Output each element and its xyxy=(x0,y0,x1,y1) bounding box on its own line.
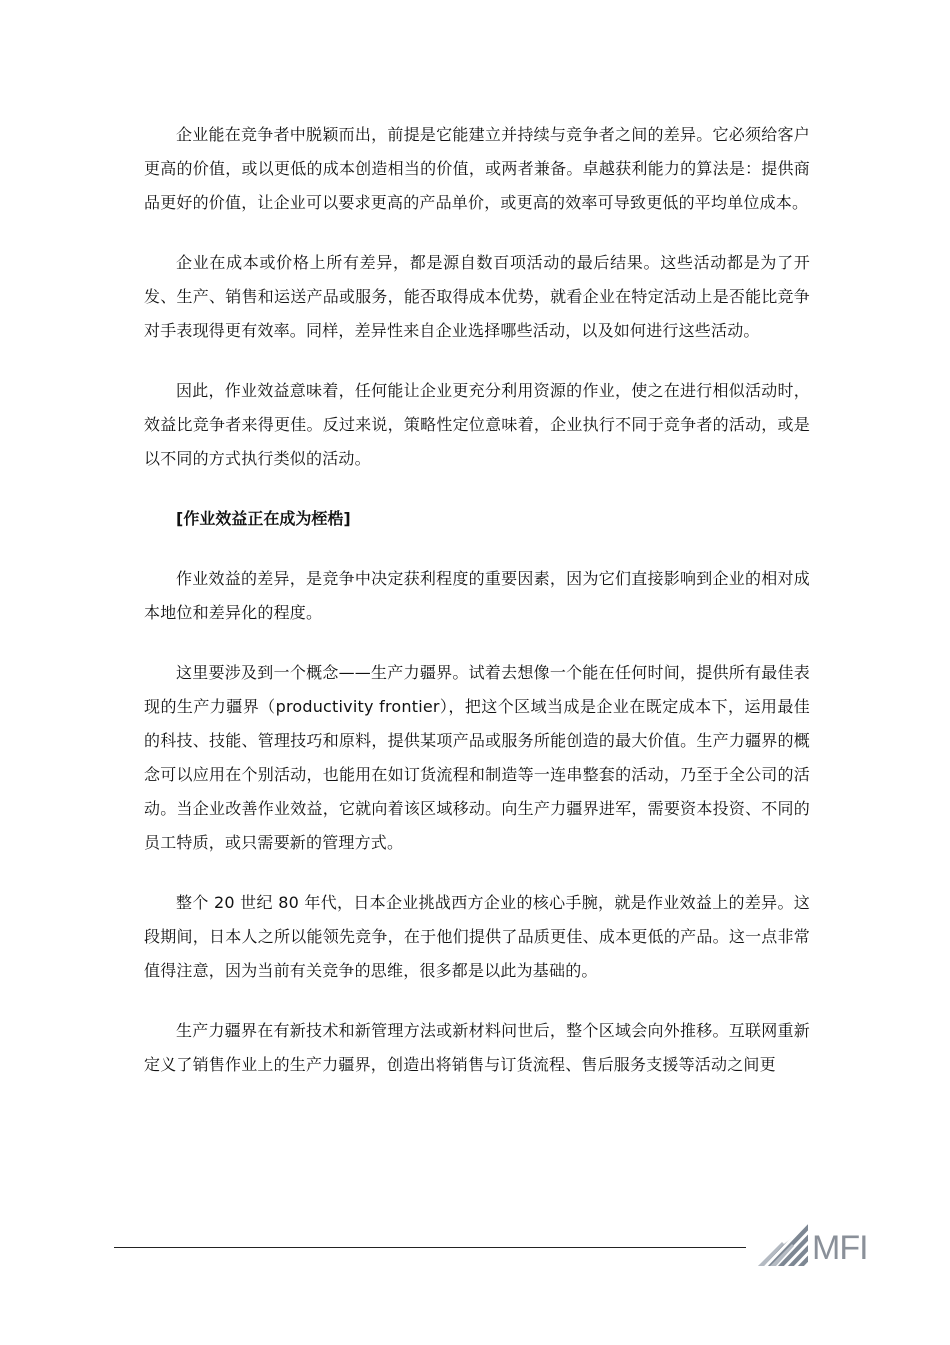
mfi-stripes-icon xyxy=(756,1222,810,1268)
paragraph-7: 生产力疆界在有新技术和新管理方法或新材料问世后，整个区域会向外推移。互联网重新定义了销售作业上的生产力疆界，创造出将销售与订货流程、售后服务支援等活动之间更 xyxy=(144,1021,810,1074)
paragraph-4: 作业效益的差异，是竞争中决定获利程度的重要因素，因为它们直接影响到企业的相对成本地位和差异化的程度。 xyxy=(144,569,810,622)
paragraph-5: 这里要涉及到一个概念——生产力疆界。试着去想像一个能在任何时间，提供所有最佳表现的生产力疆界（productivity frontier），把这个区域当成是企业在既定成本下，运用最佳的科技、技能、管理技巧和原料，提供某项产品或服务所能创造的最大价值。生产力疆界的概念可以应用在个别活动，也能用在如订货流程和制造等一连串整套的活动，乃至于全公司的活动。当企业改善作业效益，它就向着该区域移动。向生产力疆界进军，需要资本投资、不同的员工特质，或只需要新的管理方式。 xyxy=(144,663,810,852)
logo-text: MFI xyxy=(812,1229,868,1267)
paragraph-2: 企业在成本或价格上所有差异，都是源自数百项活动的最后结果。这些活动都是为了开发、生产、销售和运送产品或服务，能否取得成本优势，就看企业在特定活动上是否能比竞争对手表现得更有效率。同样，差异性来自企业选择哪些活动，以及如何进行这些活动。 xyxy=(144,253,810,340)
document-body xyxy=(144,118,810,1108)
paragraph-1: 企业能在竞争者中脱颖而出，前提是它能建立并持续与竞争者之间的差异。它必须给客户更高的价值，或以更低的成本创造相当的价值，或两者兼备。卓越获利能力的算法是：提供商品更好的价值，让企业可以要求更高的产品单价，或更高的效率可导致更低的平均单位成本。 xyxy=(144,125,810,212)
mfi-logo xyxy=(756,1222,866,1270)
paragraph-6: 整个 20 世纪 80 年代，日本企业挑战西方企业的核心手腕，就是作业效益上的差异。这段期间，日本人之所以能领先竞争，在于他们提供了品质更佳、成本更低的产品。这一点非常值得注意，因为当前有关竞争的思维，很多都是以此为基础的。 xyxy=(144,893,810,980)
paragraph-3: 因此，作业效益意味着，任何能让企业更充分利用资源的作业，使之在进行相似活动时，效益比竞争者来得更佳。反过来说，策略性定位意味着，企业执行不同于竞争者的活动，或是以不同的方式执行类似的活动。 xyxy=(144,381,810,468)
footer-divider xyxy=(114,1247,746,1248)
section-heading: [作业效益正在成为桎梏] xyxy=(176,509,351,528)
